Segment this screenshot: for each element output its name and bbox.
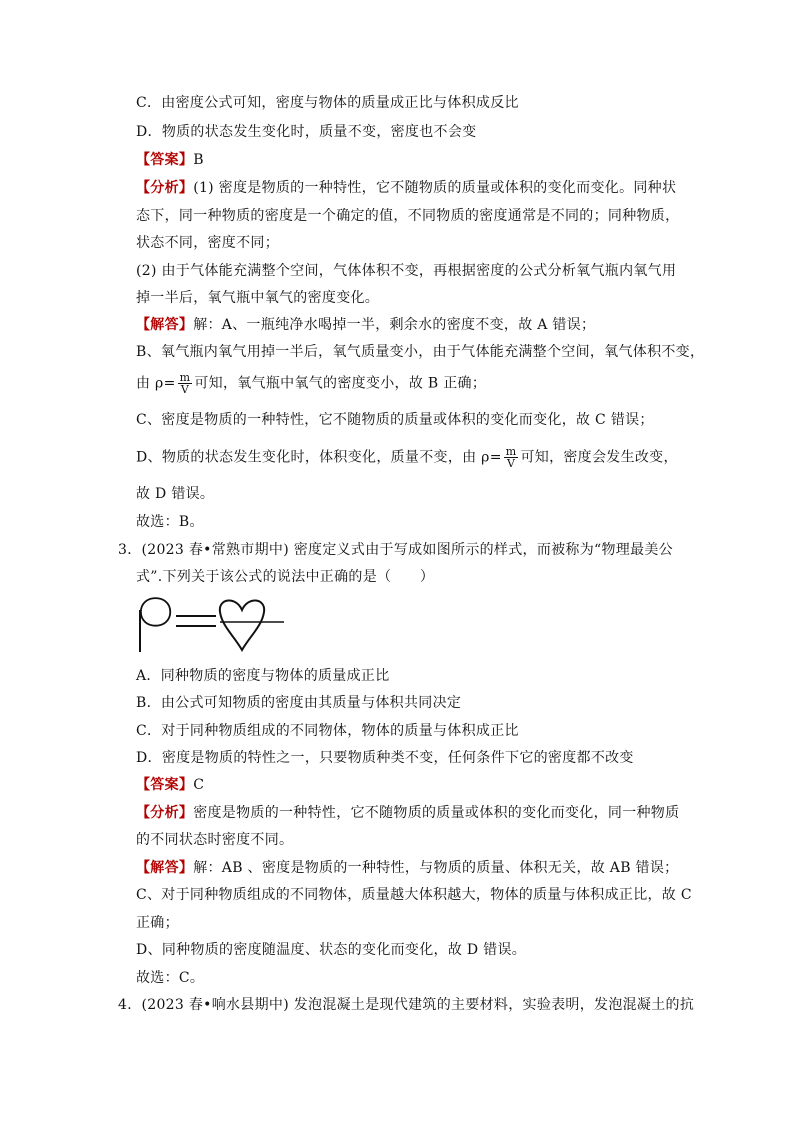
answer-value: C [193,777,205,793]
analysis-tag: 【分析】 [136,805,194,821]
answer-tag: 【答案】 [136,777,194,793]
q2-analysis-3: 状态不同，密度不同； [136,235,279,251]
solution-tag: 【解答】 [136,860,194,876]
answer-value: B [193,152,204,168]
density-fraction: $\frac{m}{V}$ [179,371,191,396]
q3-option-a: A．同种物质的密度与物体的质量成正比 [136,668,390,684]
q3-solution-3: 正确； [136,915,179,931]
q2-analysis-1: 【分析】(1) 密度是物质的一种特性，它不随物质的质量或体积的变化而变化。同种状 [136,180,677,196]
q2-solution-4: C、密度是物质的一种特性，它不随物质的质量或体积的变化而变化，故 C 错误； [136,412,654,428]
q4-stem-1: 4．(2023 春•响水县期中) 发泡混凝土是现代建筑的主要材料，实验表明，发泡混凝土的抗 [118,997,695,1013]
q3-stem-2: 式”.下列关于该公式的说法中正确的是（ ） [136,569,435,585]
q2-choose: 故选：B。 [136,514,204,530]
q2-solution-6: 故 D 错误。 [136,486,215,502]
q3-solution-1: 【解答】解：AB 、密度是物质的一种特性，与物质的质量、体积无关，故 AB 错误； [136,860,679,876]
q2-answer [136,150,204,170]
q2-solution-2: B、氧气瓶内氧气用掉一半后，氧气质量变小，由于气体能充满整个空间，氧气体积不变， [136,344,705,360]
q3-stem-1: 3．(2023 春•常熟市期中) 密度定义式由于写成如图所示的样式，而被称为“物理最美公 [118,542,673,558]
q2-solution-5: D、物质的状态发生变化时，体积变化，质量不变，由 ρ= $\frac{m}{V}$ 可知，密度会发生改变， [136,445,678,470]
q3-choose: 故选：C。 [136,970,205,986]
q2-option-c: C．由密度公式可知，密度与物体的质量成正比与体积成反比 [136,95,519,111]
q3-option-c: C．对于同种物质组成的不同物体，物体的质量与体积成正比 [136,723,519,739]
q3-solution-2: C、对于同种物质组成的不同物体，质量越大体积越大，物体的质量与体积成正比，故 C [136,887,692,903]
q2-analysis-4: (2) 由于气体能充满整个空间，气体体积不变，再根据密度的公式分析氧气瓶内氧气用 [136,263,677,279]
q3-option-d: D．密度是物质的特性之一，只要物质种类不变，任何条件下它的密度都不改变 [136,750,634,766]
analysis-tag: 【分析】 [136,180,194,196]
q2-solution-1: 【解答】解：A、一瓶纯净水喝掉一半，剩余水的密度不变，故 A 错误； [136,317,596,333]
answer-tag: 【答案】 [136,152,194,168]
q3-analysis-1: 【分析】密度是物质的一种特性，它不随物质的质量或体积的变化而变化，同一种物质 [136,805,680,821]
q3-solution-4: D、同种物质的密度随温度、状态的变化而变化，故 D 错误。 [136,942,527,958]
q3-analysis-2: 的不同状态时密度不同。 [136,832,294,848]
q2-option-d: D．物质的状态发生变化时，质量不变，密度也不会变 [136,124,477,140]
q2-analysis-5: 掉一半后，氧气瓶中氧气的密度变化。 [136,290,380,306]
q3-option-b: B．由公式可知物质的密度由其质量与体积共同决定 [136,695,462,711]
q2-analysis-2: 态下，同一种物质的密度是一个确定的值，不同物质的密度通常是不同的；同种物质， [136,208,680,224]
q2-solution-3: 由 ρ= $\frac{m}{V}$ 可知，氧气瓶中氧气的密度变小，故 B 正确； [136,371,487,396]
density-fraction: $\frac{m}{V}$ [505,445,517,470]
q3-answer [136,775,204,795]
solution-tag: 【解答】 [136,317,194,333]
heart-density-formula-figure [138,592,288,658]
